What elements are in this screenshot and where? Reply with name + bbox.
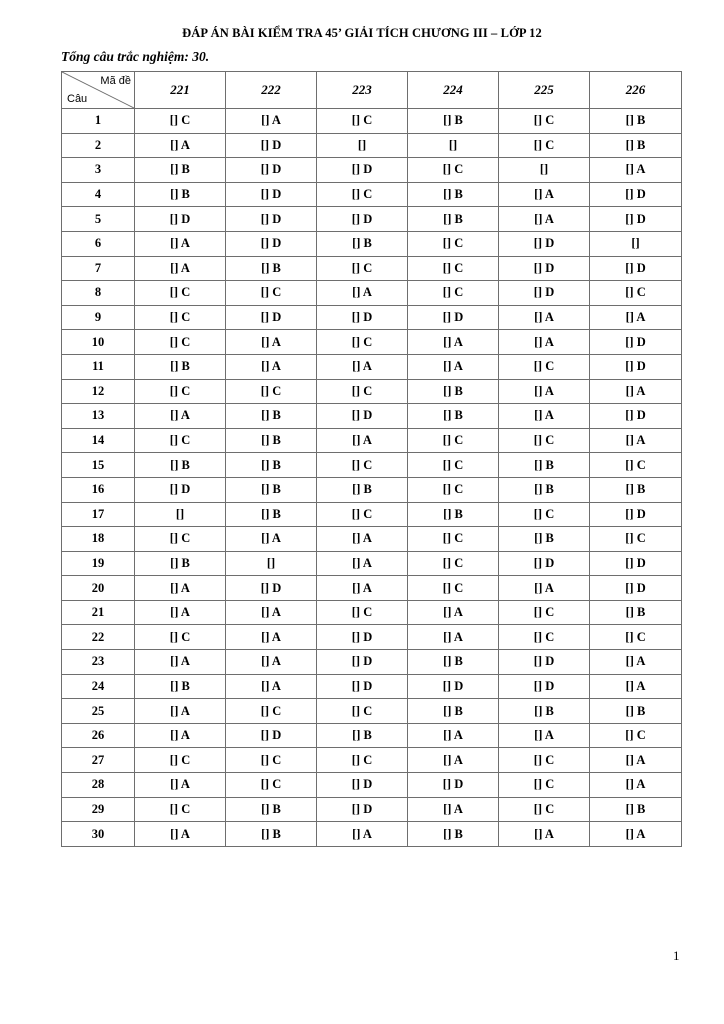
answer-cell: [] D (317, 404, 408, 429)
answer-cell: [] A (317, 281, 408, 306)
answer-cell: [] C (135, 379, 226, 404)
answer-cell: [] C (590, 453, 682, 478)
answer-cell: [] B (499, 477, 590, 502)
question-number: 8 (62, 281, 135, 306)
answer-cell: [] D (408, 773, 499, 798)
answer-cell: [] B (590, 109, 682, 134)
answer-cell: [] D (590, 330, 682, 355)
question-number: 16 (62, 477, 135, 502)
answer-cell: [] C (499, 600, 590, 625)
table-row (62, 527, 682, 552)
answer-cell: [] D (135, 207, 226, 232)
answer-cell: [] C (408, 158, 499, 183)
answer-cell: [] A (499, 576, 590, 601)
page-number: 1 (673, 948, 680, 963)
table-row (62, 674, 682, 699)
answer-cell: [] A (499, 723, 590, 748)
question-number: 12 (62, 379, 135, 404)
answer-cell: [] D (499, 650, 590, 675)
answer-cell: [] C (226, 699, 317, 724)
exam-code-header: 226 (590, 72, 682, 109)
answer-cell: [] D (226, 158, 317, 183)
answer-cell: [] A (590, 748, 682, 773)
answer-cell: [] C (408, 527, 499, 552)
answer-cell: [] B (135, 182, 226, 207)
table-row (62, 207, 682, 232)
document-title: ĐÁP ÁN BÀI KIỂM TRA 45’ GIẢI TÍCH CHƯƠNG III – LỚP 12 (182, 26, 542, 40)
answer-cell: [] D (590, 354, 682, 379)
table-row (62, 822, 682, 847)
answer-cell: [] A (226, 650, 317, 675)
answer-cell: [] A (590, 650, 682, 675)
table-row (62, 453, 682, 478)
answer-cell: [] C (408, 453, 499, 478)
answer-cell: [] D (317, 674, 408, 699)
answer-cell: [] D (226, 182, 317, 207)
answer-cell: [] B (226, 453, 317, 478)
question-number: 1 (62, 109, 135, 134)
question-number: 27 (62, 748, 135, 773)
answer-cell: [] A (590, 158, 682, 183)
answer-cell: [] D (226, 207, 317, 232)
answer-cell: [] D (317, 305, 408, 330)
answer-cell: [] A (408, 625, 499, 650)
corner-header-cell (62, 72, 135, 109)
answer-cell: [] B (590, 477, 682, 502)
answer-cell: [] B (590, 133, 682, 158)
question-label: Câu (67, 93, 88, 105)
answer-cell: [] A (408, 330, 499, 355)
answer-cell: [] C (226, 379, 317, 404)
answer-cell: [] B (408, 404, 499, 429)
question-number: 10 (62, 330, 135, 355)
answer-cell: [] C (590, 527, 682, 552)
answer-cell: [] (226, 551, 317, 576)
answer-cell: [] C (317, 109, 408, 134)
question-number: 25 (62, 699, 135, 724)
answer-cell: [] D (590, 404, 682, 429)
answer-cell: [] A (317, 822, 408, 847)
table-row (62, 330, 682, 355)
answer-cell: [] D (590, 207, 682, 232)
table-row (62, 256, 682, 281)
table-row (62, 379, 682, 404)
answer-cell: [] C (499, 797, 590, 822)
answer-cell: [] C (317, 256, 408, 281)
answer-cell: [] D (226, 305, 317, 330)
answer-cell: [] C (135, 305, 226, 330)
question-number: 26 (62, 723, 135, 748)
answer-cell: [] D (499, 231, 590, 256)
answer-cell: [] A (499, 404, 590, 429)
answer-cell: [] C (135, 797, 226, 822)
answer-cell: [] C (408, 551, 499, 576)
answer-cell: [] A (590, 428, 682, 453)
answer-cell: [] C (135, 109, 226, 134)
table-row (62, 305, 682, 330)
answer-cell: [] C (499, 109, 590, 134)
answer-cell: [] B (226, 502, 317, 527)
question-number: 15 (62, 453, 135, 478)
answer-cell: [] B (226, 256, 317, 281)
answer-cell: [] (408, 133, 499, 158)
answer-cell: [] A (135, 650, 226, 675)
answer-cell: [] D (317, 625, 408, 650)
answer-cell: [] A (317, 527, 408, 552)
answer-cell: [] A (590, 674, 682, 699)
answer-cell: [] A (317, 576, 408, 601)
answer-cell: [] A (499, 182, 590, 207)
question-number: 11 (62, 354, 135, 379)
exam-code-label: Mã đề (100, 75, 131, 87)
answer-cell: [] B (408, 182, 499, 207)
answer-cell: [] C (499, 354, 590, 379)
answer-cell: [] C (590, 723, 682, 748)
answer-cell: [] A (408, 723, 499, 748)
answer-cell: [] C (408, 256, 499, 281)
answer-cell: [] D (590, 256, 682, 281)
answer-cell: [] B (317, 723, 408, 748)
answer-cell: [] A (590, 822, 682, 847)
table-row (62, 404, 682, 429)
answer-cell: [] A (499, 379, 590, 404)
answer-cell: [] C (499, 428, 590, 453)
answer-cell: [] B (590, 600, 682, 625)
answer-cell: [] A (317, 354, 408, 379)
answer-cell: [] B (135, 158, 226, 183)
question-number: 3 (62, 158, 135, 183)
answer-cell: [] (135, 502, 226, 527)
answer-cell: [] C (135, 330, 226, 355)
table-row (62, 502, 682, 527)
answer-cell: [] A (590, 305, 682, 330)
answer-cell: [] D (499, 281, 590, 306)
question-number: 6 (62, 231, 135, 256)
answer-cell: [] C (408, 281, 499, 306)
question-count-note: Tổng câu trắc nghiệm: 30. (61, 49, 210, 64)
answer-cell: [] A (135, 404, 226, 429)
exam-code-header: 223 (317, 72, 408, 109)
table-row (62, 625, 682, 650)
question-number: 21 (62, 600, 135, 625)
answer-cell: [] A (135, 773, 226, 798)
question-number: 20 (62, 576, 135, 601)
answer-cell: [] C (317, 502, 408, 527)
answer-cell: [] C (226, 748, 317, 773)
answer-cell: [] A (226, 674, 317, 699)
answer-cell: [] B (135, 551, 226, 576)
answer-cell: [] B (590, 699, 682, 724)
answer-cell: [] A (226, 625, 317, 650)
table-row (62, 231, 682, 256)
answer-cell: [] A (499, 330, 590, 355)
answer-cell: [] A (408, 600, 499, 625)
answer-cell: [] A (135, 576, 226, 601)
answer-cell: [] A (408, 797, 499, 822)
answer-cell: [] B (408, 379, 499, 404)
answer-cell: [] D (226, 133, 317, 158)
table-row (62, 477, 682, 502)
answer-cell: [] B (499, 699, 590, 724)
answer-cell: [] B (135, 674, 226, 699)
answer-cell: [] C (499, 133, 590, 158)
answer-cell: [] A (226, 109, 317, 134)
question-number: 28 (62, 773, 135, 798)
answer-cell: [] C (317, 330, 408, 355)
answer-cell: [] B (226, 822, 317, 847)
answer-cell: [] A (499, 822, 590, 847)
question-number: 7 (62, 256, 135, 281)
answer-cell: [] C (499, 773, 590, 798)
answer-cell: [] B (499, 453, 590, 478)
table-row (62, 551, 682, 576)
answer-rows (62, 109, 682, 847)
answer-cell: [] B (317, 231, 408, 256)
table-row (62, 182, 682, 207)
answer-cell: [] C (317, 748, 408, 773)
answer-cell: [] A (135, 600, 226, 625)
question-number: 29 (62, 797, 135, 822)
answer-cell: [] A (408, 748, 499, 773)
question-number: 30 (62, 822, 135, 847)
answer-cell: [] D (317, 773, 408, 798)
table-row (62, 428, 682, 453)
table-row (62, 723, 682, 748)
answer-cell: [] C (499, 502, 590, 527)
answer-cell: [] A (135, 231, 226, 256)
table-row (62, 281, 682, 306)
answer-cell: [] C (135, 748, 226, 773)
table-row (62, 600, 682, 625)
answer-cell: [] (499, 158, 590, 183)
answer-cell: [] C (226, 281, 317, 306)
answer-cell: [] C (590, 281, 682, 306)
answer-cell: [] A (135, 133, 226, 158)
question-number: 24 (62, 674, 135, 699)
answer-cell: [] B (135, 354, 226, 379)
answer-cell: [] B (408, 207, 499, 232)
table-row (62, 133, 682, 158)
question-number: 18 (62, 527, 135, 552)
answer-cell: [] D (499, 551, 590, 576)
exam-code-header: 222 (226, 72, 317, 109)
answer-cell: [] B (408, 650, 499, 675)
table-row (62, 773, 682, 798)
answer-cell: [] A (499, 305, 590, 330)
question-number: 22 (62, 625, 135, 650)
answer-cell: [] D (590, 182, 682, 207)
answer-cell: [] D (317, 650, 408, 675)
exam-code-header: 221 (135, 72, 226, 109)
answer-cell: [] D (408, 305, 499, 330)
answer-cell: [] B (226, 477, 317, 502)
answer-cell: [] C (317, 600, 408, 625)
answer-cell: [] D (226, 723, 317, 748)
answer-cell: [] D (317, 158, 408, 183)
answer-cell: [] A (226, 354, 317, 379)
table-row (62, 158, 682, 183)
answer-cell: [] C (135, 428, 226, 453)
answer-cell: [] C (317, 453, 408, 478)
answer-cell: [] A (590, 379, 682, 404)
answer-cell: [] B (408, 822, 499, 847)
question-number: 23 (62, 650, 135, 675)
answer-cell: [] D (226, 231, 317, 256)
exam-code-header: 225 (499, 72, 590, 109)
answer-cell: [] D (590, 551, 682, 576)
answer-cell: [] C (135, 625, 226, 650)
question-number: 9 (62, 305, 135, 330)
answer-cell: [] A (135, 699, 226, 724)
answer-cell: [] D (408, 674, 499, 699)
answer-cell: [] D (226, 576, 317, 601)
answer-cell: [] C (135, 281, 226, 306)
answer-cell: [] C (317, 379, 408, 404)
table-row (62, 797, 682, 822)
table-row (62, 748, 682, 773)
answer-cell: [] C (408, 428, 499, 453)
answer-cell: [] C (226, 773, 317, 798)
answer-cell: [] B (408, 699, 499, 724)
header-row (62, 72, 682, 109)
question-number: 19 (62, 551, 135, 576)
answer-cell: [] A (590, 773, 682, 798)
answer-cell: [] B (408, 109, 499, 134)
table-row (62, 576, 682, 601)
answer-cell: [] (590, 231, 682, 256)
table-row (62, 109, 682, 134)
answer-cell: [] A (226, 330, 317, 355)
answer-cell: [] D (499, 256, 590, 281)
answer-cell: [] D (499, 674, 590, 699)
answer-cell: [] C (317, 182, 408, 207)
answer-cell: [] B (590, 797, 682, 822)
answer-cell: [] C (499, 625, 590, 650)
answer-cell: [] A (317, 428, 408, 453)
answer-cell: [] B (408, 502, 499, 527)
answer-cell: [] D (135, 477, 226, 502)
answer-cell: [] B (499, 527, 590, 552)
answer-cell: [] B (226, 404, 317, 429)
question-number: 14 (62, 428, 135, 453)
table-row (62, 354, 682, 379)
answer-cell: [] A (226, 600, 317, 625)
answer-cell: [] D (590, 502, 682, 527)
answer-cell: [] (317, 133, 408, 158)
answer-cell: [] C (590, 625, 682, 650)
answer-cell: [] A (135, 256, 226, 281)
question-number: 13 (62, 404, 135, 429)
answer-key-table (61, 71, 682, 847)
answer-cell: [] C (499, 748, 590, 773)
answer-cell: [] A (226, 527, 317, 552)
table-row (62, 699, 682, 724)
answer-cell: [] B (226, 797, 317, 822)
answer-cell: [] A (408, 354, 499, 379)
answer-cell: [] A (135, 822, 226, 847)
answer-cell: [] C (408, 477, 499, 502)
answer-cell: [] B (317, 477, 408, 502)
answer-cell: [] C (408, 231, 499, 256)
answer-cell: [] B (135, 453, 226, 478)
answer-cell: [] A (135, 723, 226, 748)
answer-cell: [] B (226, 428, 317, 453)
question-number: 4 (62, 182, 135, 207)
question-number: 17 (62, 502, 135, 527)
answer-cell: [] D (590, 576, 682, 601)
answer-cell: [] C (135, 527, 226, 552)
answer-cell: [] C (408, 576, 499, 601)
question-number: 2 (62, 133, 135, 158)
answer-cell: [] D (317, 797, 408, 822)
answer-cell: [] A (317, 551, 408, 576)
exam-code-header: 224 (408, 72, 499, 109)
table-row (62, 650, 682, 675)
answer-cell: [] D (317, 207, 408, 232)
question-number: 5 (62, 207, 135, 232)
answer-cell: [] A (499, 207, 590, 232)
answer-cell: [] C (317, 699, 408, 724)
